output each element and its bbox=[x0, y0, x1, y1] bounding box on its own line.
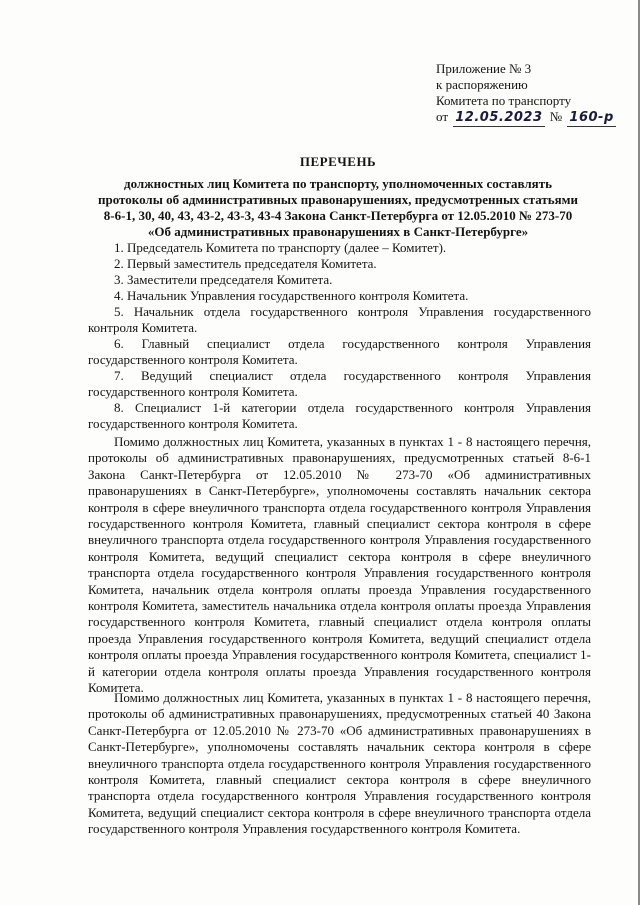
list-item: 3. Заместители председателя Комитета. bbox=[114, 272, 333, 287]
list-item: 8. Специалист 1-й категории отдела государственного контроля Управления государственного контроля Комитета. bbox=[88, 400, 591, 431]
date-from-label: от bbox=[436, 109, 449, 124]
appendix-committee: Комитета по транспорту bbox=[436, 93, 572, 108]
handwritten-number: 160-р bbox=[569, 110, 614, 125]
appendix-order-label: к распоряжению bbox=[436, 77, 528, 92]
appendix-stamp bbox=[436, 61, 626, 127]
title-line: должностных лиц Комитета по транспорту, уполномоченных составлять bbox=[124, 176, 552, 191]
list-item: 5. Начальник отдела государственного контроля Управления государственного контроля Комитета. bbox=[88, 304, 591, 335]
list-item: 4. Начальник Управления государственного контроля Комитета. bbox=[114, 288, 469, 303]
title-line: 8-6-1, 30, 40, 43, 43-2, 43-3, 43-4 Закона Санкт-Петербурга от 12.05.2010 № 273-70 bbox=[103, 208, 573, 223]
number-label: № bbox=[549, 109, 563, 124]
paragraph-article-8-6-1: Помимо должностных лиц Комитета, указанных в пунктах 1 - 8 настоящего перечня, протоколы об административных правонарушениях, предусмотренных статьей 8-6-1 Закона Санкт-Петербурга от 12.05.2010 № 273-70 «Об административных правонарушениях в Санкт-Петербурге», уполномочены составлять начальник сектора контроля в сфере внеуличного транспорта отдела государственного контроля Управления государственного контроля Комитета, главный специалист сектора контроля в сфере внеуличного транспорта отдела государственного контроля Управления государственного контроля Комитета, ведущий специалист сектора контроля в сфере внеуличного транспорта отдела государственного контроля Управления государственного контроля Комитета, начальник отдела контроля оплаты проезда Управления государственного контроля Комитета, заместитель начальника отдела контроля оплаты проезда Управления государственного контроля Комитета, главный специалист отдела контроля оплаты проезда Управления государственного контроля Комитета, ведущий специалист отдела контроля оплаты проезда Управления государственного контроля Комитета, специалист 1-й категории отдела контроля оплаты проезда Управления государственного контроля Комитета. bbox=[88, 434, 591, 696]
list-item: 6. Главный специалист отдела государственного контроля Управления государственного контроля Комитета. bbox=[88, 336, 591, 367]
paragraph-article-40: Помимо должностных лиц Комитета, указанных в пунктах 1 - 8 настоящего перечня, протоколы об административных правонарушениях, предусмотренных статьей 40 Закона Санкт-Петербурга от 12.05.2010 № 273-70 «Об административных правонарушениях в Санкт-Петербурге», уполномочены составлять начальник сектора контроля в сфере внеуличного транспорта отдела государственного контроля Управления государственного контроля Комитета, главный специалист сектора контроля в сфере внеуличного транспорта отдела государственного контроля Управления государственного контроля Комитета, ведущий специалист сектора контроля в сфере внеуличного транспорта отдела государственного контроля Управления государственного контроля Комитета. bbox=[88, 690, 591, 837]
list-item: 1. Председатель Комитета по транспорту (далее – Комитет). bbox=[114, 240, 447, 255]
list-item: 7. Ведущий специалист отдела государственного контроля Управления государственного контроля Комитета. bbox=[88, 368, 591, 399]
title-line: «Об административных правонарушениях в Санкт-Петербурге» bbox=[147, 224, 529, 239]
handwritten-date: 12.05.2023 bbox=[455, 110, 543, 125]
appendix-number: Приложение № 3 bbox=[436, 61, 532, 76]
title-heading: ПЕРЕЧЕНЬ bbox=[299, 154, 377, 169]
document-title bbox=[88, 154, 588, 240]
officials-list bbox=[88, 240, 591, 432]
list-item: 2. Первый заместитель председателя Комитета. bbox=[114, 256, 377, 271]
appendix-date-line bbox=[436, 109, 626, 127]
title-line: протоколы об административных правонарушениях, предусмотренных статьями bbox=[97, 192, 579, 207]
